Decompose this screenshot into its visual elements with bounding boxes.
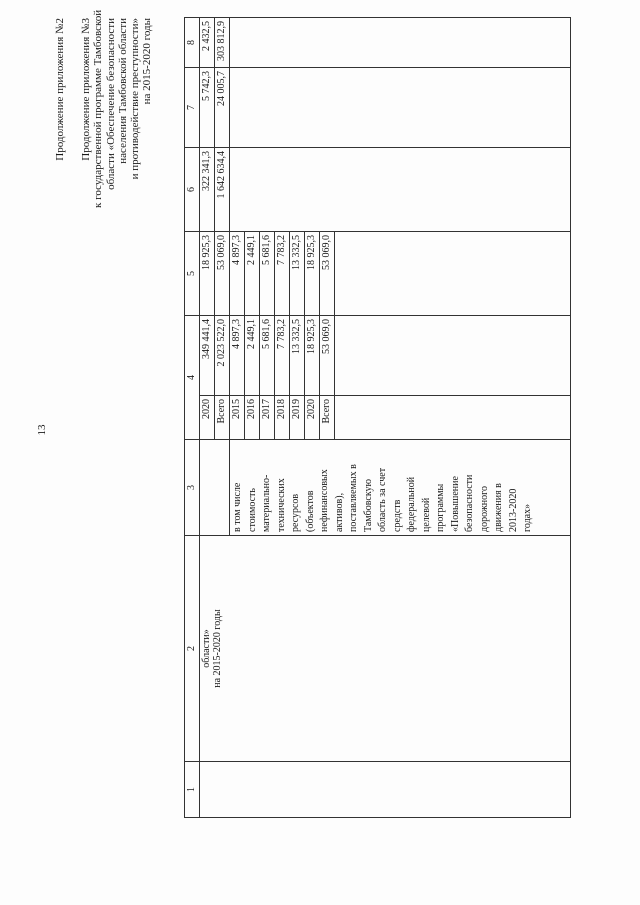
header-line: и противодействие преступности» (129, 18, 142, 180)
value-cell: 18 925,3 (305, 316, 320, 396)
header-line: населения Тамбовской области (116, 18, 129, 164)
table-row (200, 18, 215, 818)
value-cell: 53 069,0 (320, 232, 335, 316)
desc-line: федеральной (406, 476, 417, 532)
desc-line: «Повышение (449, 476, 461, 532)
desc-line: движения в (493, 483, 504, 532)
empty-cell (230, 148, 571, 232)
col-num: 8 (185, 18, 200, 68)
value-cell: 18 925,3 (200, 232, 215, 316)
empty-cell (230, 18, 571, 68)
desc-line: целевой (420, 497, 432, 532)
year-cell: 2015 (230, 396, 245, 440)
column-number-row (185, 18, 200, 818)
desc-line: Тамбовскую (362, 478, 374, 532)
year-cell: 2019 (290, 396, 305, 440)
year-cell: 2020 (200, 396, 215, 440)
header-line: на 2015-2020 годы (141, 18, 154, 105)
value-cell: 5 681,6 (260, 232, 275, 316)
value-cell: 349 441,4 (200, 316, 215, 396)
desc-line: безопасности (464, 474, 475, 532)
col-num: 4 (185, 316, 200, 440)
col-num: 7 (185, 68, 200, 148)
value-cell: 24 005,7 (215, 68, 230, 148)
col-num: 2 (185, 536, 200, 762)
col1-cell (200, 762, 571, 818)
empty-cell (335, 232, 571, 316)
desc-line: программы (435, 483, 446, 532)
desc-line: нефинансовых (319, 469, 330, 532)
value-cell: 2 449,1 (245, 232, 260, 316)
value-cell: 5 681,6 (260, 316, 275, 396)
program-name-line: на 2015-2020 годы (212, 609, 223, 688)
value-cell: 4 897,3 (230, 232, 245, 316)
page-number: 13 (36, 424, 48, 436)
budget-table (184, 17, 571, 818)
empty-cell (230, 68, 571, 148)
desc-line: средств (391, 499, 403, 532)
value-cell: 2 449,1 (245, 316, 260, 396)
year-cell: Всего (215, 396, 230, 440)
col-num: 6 (185, 148, 200, 232)
col3-cell (200, 440, 230, 536)
value-cell: 1 642 634,4 (215, 148, 230, 232)
program-name-cell (200, 536, 230, 762)
year-cell: 2017 (260, 396, 275, 440)
value-cell: 322 341,3 (200, 148, 215, 232)
desc-line: стоимость (246, 488, 258, 532)
program-name-line: области» (201, 629, 212, 668)
desc-line: дорожного (478, 486, 490, 532)
year-cell: 2016 (245, 396, 260, 440)
desc-line: активов), (333, 492, 345, 532)
value-cell: 7 783,2 (275, 316, 290, 396)
value-cell: 13 332,5 (290, 232, 305, 316)
value-cell: 2 432,5 (200, 18, 215, 68)
value-cell: 13 332,5 (290, 316, 305, 396)
table-row (230, 18, 245, 818)
value-cell: 4 897,3 (230, 316, 245, 396)
desc-line: область за счет (377, 467, 388, 532)
header-line: к государственной программе Тамбовской (92, 9, 105, 208)
desc-line: в том числе (232, 482, 243, 532)
col-num: 3 (185, 440, 200, 536)
empty-cell (335, 316, 571, 396)
year-cell: 2020 (305, 396, 320, 440)
desc-line: поставляемых в (348, 464, 359, 532)
col2-empty (230, 536, 571, 762)
desc-line: 2013-2020 (507, 488, 519, 532)
header-line: области «Обеспечение безопасности (104, 18, 117, 190)
col-num: 1 (185, 762, 200, 818)
value-cell: 53 069,0 (215, 232, 230, 316)
header-line: Продолжение приложения №3 (80, 18, 93, 161)
value-cell: 18 925,3 (305, 232, 320, 316)
year-cell: Всего (320, 396, 335, 440)
appendix-2-continuation: Продолжение приложения №2 (54, 18, 66, 161)
desc-line: технических (275, 478, 287, 532)
desc-line: (объектов (304, 490, 316, 532)
value-cell: 303 812,9 (215, 18, 230, 68)
year-cell: 2018 (275, 396, 290, 440)
value-cell: 5 742,3 (200, 68, 215, 148)
desc-line: годах» (522, 503, 533, 532)
value-cell: 53 069,0 (320, 316, 335, 396)
col3-description (230, 440, 571, 536)
col-num: 5 (185, 232, 200, 316)
desc-line: материально- (261, 474, 272, 532)
value-cell: 2 023 522,0 (215, 316, 230, 396)
empty-cell (335, 396, 571, 440)
value-cell: 7 783,2 (275, 232, 290, 316)
budget-table-wrapper (184, 18, 571, 818)
desc-line: ресурсов (290, 493, 301, 532)
